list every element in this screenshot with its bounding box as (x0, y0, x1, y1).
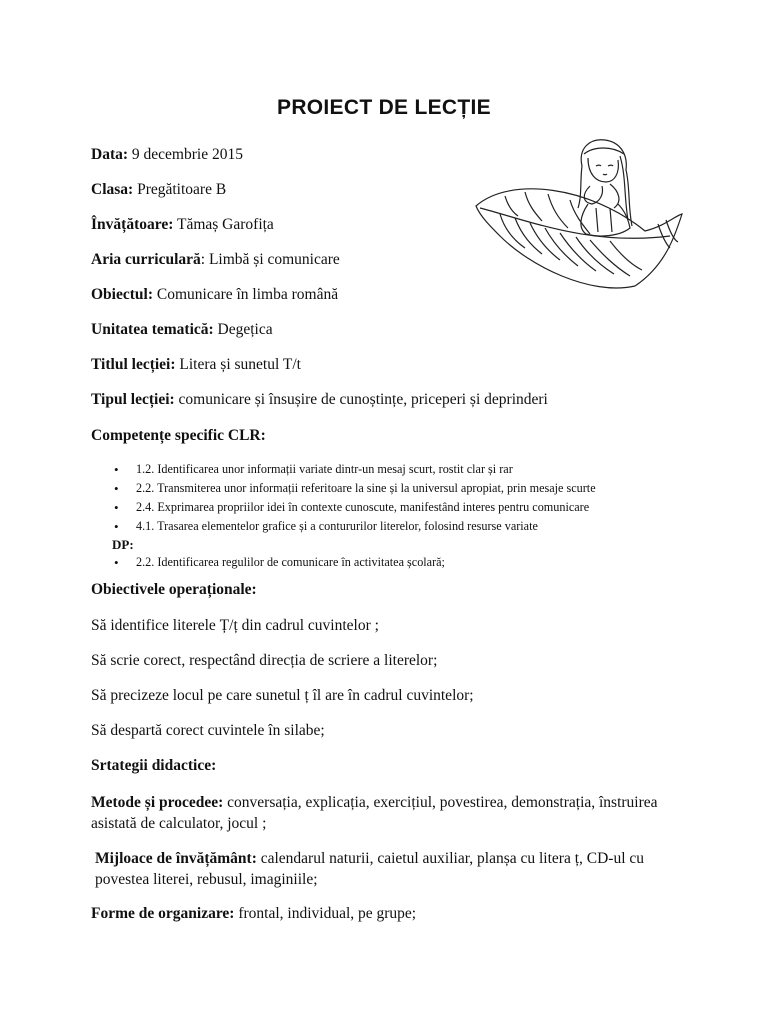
list-item: • 2.2. Transmiterea unor informații referitoare la sine și la universul apropiat, prin mesaje scurte (114, 479, 596, 498)
list-item: • 1.2. Identificarea unor informații variate dintr-un mesaj scurt, rostit clar și rar (114, 460, 596, 479)
field-label: Mijloace de învățământ: (95, 850, 257, 867)
field-label: Data: (91, 146, 129, 163)
strategii-heading (91, 757, 216, 775)
field-value: : Limbă și comunicare (200, 251, 340, 268)
field-label: Aria curriculară (91, 251, 201, 268)
field-label: Obiectul: (91, 286, 153, 303)
field-value: Litera și sunetul T/t (179, 356, 301, 373)
section-heading: Srtategii didactice: (91, 757, 217, 774)
field-data (91, 146, 243, 164)
field-value: 9 decembrie 2015 (131, 146, 243, 163)
metode-paragraph (91, 792, 671, 834)
obiectiv-item: Să precizeze locul pe care sunetul ț îl are în cadrul cuvintelor; (91, 687, 474, 704)
field-value: Comunicare în limba română (156, 286, 339, 303)
obiectiv-item: Să identifice literele Ț/ț din cadrul cuvintelor ; (91, 617, 379, 634)
list-item: • 2.2. Identificarea regulilor de comunicare în activitatea școlară; (114, 553, 596, 572)
field-unitatea (91, 321, 273, 339)
field-titlul (91, 356, 301, 374)
field-obiectul (91, 286, 338, 304)
obiectiv-item: Să despartă corect cuvintele în silabe; (91, 722, 325, 739)
section-heading: Obiectivele operaționale: (91, 581, 257, 598)
field-label: Învățătoare: (91, 216, 174, 233)
mijloace-paragraph (95, 848, 675, 890)
list-item: • 4.1. Trasarea elementelor grafice și a contururilor literelor, folosind resurse variate (114, 517, 596, 536)
field-value: conversația, explicația, exercițiul, povestirea, demonstrația, înstruirea asistată de calculator, jocul ; (91, 794, 658, 832)
field-clasa (91, 181, 226, 199)
list-item: • 2.4. Exprimarea propriilor idei în contexte cunoscute, manifestând interes pentru comunicare (114, 498, 596, 517)
field-label: Tipul lecției: (91, 391, 175, 408)
document-title: PROIECT DE LECȚIE (277, 96, 491, 119)
competente-heading (91, 427, 266, 445)
field-label: Forme de organizare: (91, 905, 235, 922)
field-label: Titlul lecției: (91, 356, 176, 373)
dp-label: DP: (112, 537, 134, 552)
field-value: calendarul naturii, caietul auxiliar, planșa cu litera ț, CD-ul cu povestea literei, rebusul, imaginiile; (95, 850, 645, 888)
field-label: Clasa: (91, 181, 134, 198)
field-tipul (91, 391, 548, 409)
field-value: frontal, individual, pe grupe; (234, 905, 417, 922)
forme-paragraph (91, 905, 416, 923)
competente-list (114, 460, 596, 572)
field-label: Metode și procedee: (91, 794, 224, 811)
section-heading: Competențe specific CLR: (91, 427, 266, 444)
obiective-heading (91, 581, 257, 599)
field-value: Pregătitoare B (137, 181, 227, 198)
field-value: Degețica (217, 321, 273, 338)
field-value: Tămaș Garofița (176, 216, 274, 233)
field-invatatoare (91, 216, 274, 234)
field-aria (91, 251, 340, 269)
girl-on-leaf-illustration (470, 136, 690, 296)
field-label: Unitatea tematică: (91, 321, 214, 338)
field-value: comunicare și însușire de cunoștințe, priceperi și deprinderi (178, 391, 548, 408)
obiectiv-item: Să scrie corect, respectând direcția de scriere a literelor; (91, 652, 438, 669)
